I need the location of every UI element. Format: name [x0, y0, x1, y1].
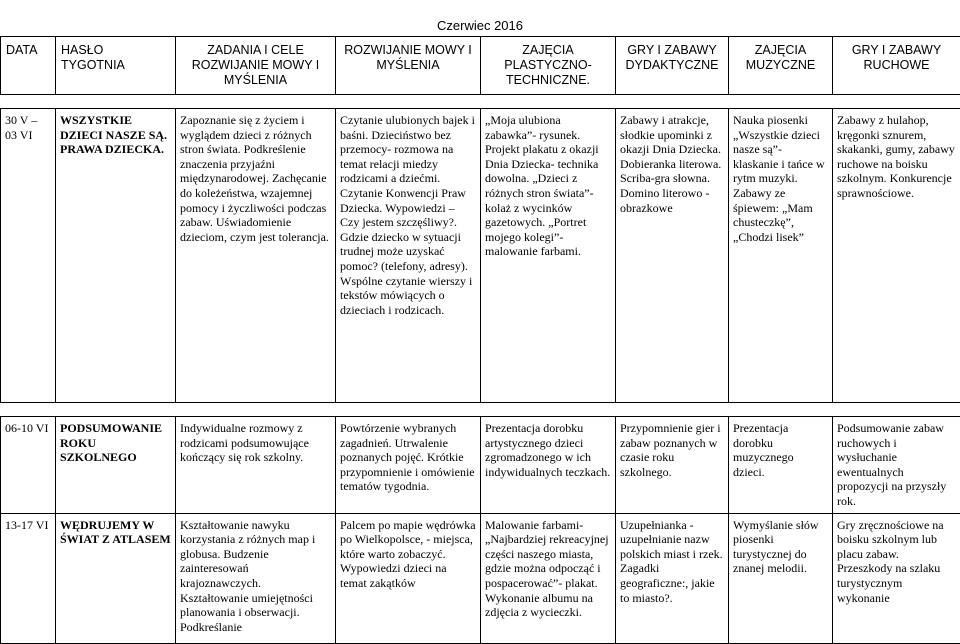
- row-movement: Zabawy z hulahop, kręgonki sznurem, skakanki, gumy, zabawy ruchowe na boisku szkolnym. Konkurencje sprawnościowe.: [833, 109, 960, 403]
- header-row: [1, 37, 960, 95]
- row-art: Prezentacja dorobku artystycznego dzieci zgromadzonego w ich indywidualnych teczkach.: [481, 417, 616, 514]
- table-row: [1, 109, 960, 403]
- row-topic: WSZYSTKIE DZIECI NASZE SĄ. PRAWA DZIECKA.: [56, 109, 176, 403]
- row-date: 06-10 VI: [1, 417, 56, 514]
- spacer-row: [1, 95, 960, 109]
- row-art: „Moja ulubiona zabawka”- rysunek. Projekt plakatu z okazji Dnia Dziecka- technika dowolna. „Dzieci z różnych stron świata”- kolaż z wycinków gazetowych. „Portret mojego kolegi”- malowanie farbami.: [481, 109, 616, 403]
- row-speech: Powtórzenie wybranych zagadnień. Utrwalenie poznanych pojęć. Krótkie przypomnienie i omówienie tematów tygodnia.: [336, 417, 481, 514]
- row-topic: PODSUMOWANIE ROKU SZKOLNEGO: [56, 417, 176, 514]
- row-art: Malowanie farbami- „Najbardziej rekreacyjnej części naszego miasta, gdzie można odpocząć i pospacerować”- plakat. Wykonanie albumu na zdjęcia z wycieczki.: [481, 513, 616, 643]
- header-goals: ZADANIA I CELE ROZWIJANIE MOWY I MYŚLENIA: [176, 37, 336, 95]
- header-didactic: GRY I ZABAWY DYDAKTYCZNE: [616, 37, 729, 95]
- row-music: Wymyślanie słów piosenki turystycznej do znanej melodii.: [729, 513, 833, 643]
- row-date: 30 V – 03 VI: [1, 109, 56, 403]
- row-date: 13-17 VI: [1, 513, 56, 643]
- row-music: Prezentacja dorobku muzycznego dzieci.: [729, 417, 833, 514]
- row-goals: Kształtowanie nawyku korzystania z różnych map i globusa. Budzenie zainteresowań krajoznawczych. Kształtowanie umiejętności planowania i obserwacji. Podkreślanie: [176, 513, 336, 643]
- row-topic: WĘDRUJEMY W ŚWIAT Z ATLASEM: [56, 513, 176, 643]
- row-didactic: Zabawy i atrakcje, słodkie upominki z okazji Dnia Dziecka. Dobieranka literowa. Scriba-gra słowna. Domino literowo - obrazkowe: [616, 109, 729, 403]
- page-title: Czerwiec 2016: [0, 18, 960, 33]
- header-movement: GRY I ZABAWY RUCHOWE: [833, 37, 960, 95]
- row-music: Nauka piosenki „Wszystkie dzieci nasze są”- klaskanie i tańce w rytm muzyki. Zabawy ze śpiewem: „Mam chusteczkę”, „Chodzi lisek”: [729, 109, 833, 403]
- row-movement: Podsumowanie zabaw ruchowych i wysłuchanie ewentualnych propozycji na przyszły rok.: [833, 417, 960, 514]
- plan-table: [0, 36, 960, 644]
- row-goals: Indywidualne rozmowy z rodzicami podsumowujące kończący się rok szkolny.: [176, 417, 336, 514]
- table-row: [1, 513, 960, 643]
- row-didactic: Przypomnienie gier i zabaw poznanych w czasie roku szkolnego.: [616, 417, 729, 514]
- table-row: [1, 417, 960, 514]
- header-music: ZAJĘCIA MUZYCZNE: [729, 37, 833, 95]
- row-didactic: Uzupełnianka - uzupełnianie nazw polskich miast i rzek. Zagadki geograficzne:, jakie to miasto?.: [616, 513, 729, 643]
- header-art: ZAJĘCIA PLASTYCZNO-TECHNICZNE.: [481, 37, 616, 95]
- row-speech: Palcem po mapie wędrówka po Wielkopolsce, - miejsca, które warto zobaczyć. Wypowiedzi dzieci na temat zakątków: [336, 513, 481, 643]
- spacer-row: [1, 403, 960, 417]
- header-speech: ROZWIJANIE MOWY I MYŚLENIA: [336, 37, 481, 95]
- row-speech: Czytanie ulubionych bajek i baśni. Dzieciństwo bez przemocy- rozmowa na temat relacji miedzy rodzicami a dziećmi. Czytanie Konwencji Praw Dziecka. Wypowiedzi – Czy jestem szczęśliwy?. Gdzie dziecko w sytuacji trudnej może uzyskać pomoc? (telefony, adresy). Wspólne czytanie wierszy i tekstów mówiących o dzieciach i rodzicach.: [336, 109, 481, 403]
- header-topic: HASŁO TYGOTNIA: [56, 37, 176, 95]
- header-date: DATA: [1, 37, 56, 95]
- row-movement: Gry zręcznościowe na boisku szkolnym lub placu zabaw. Przeszkody na szlaku turystycznym wykonanie: [833, 513, 960, 643]
- row-goals: Zapoznanie się z życiem i wyglądem dzieci z różnych stron świata. Podkreślenie znaczenia przyjaźni międzynarodowej. Zachęcanie do koleżeństwa, wzajemnej pomocy i życzliwości podczas zabaw. Uświadomienie dzieciom, czym jest tolerancja.: [176, 109, 336, 403]
